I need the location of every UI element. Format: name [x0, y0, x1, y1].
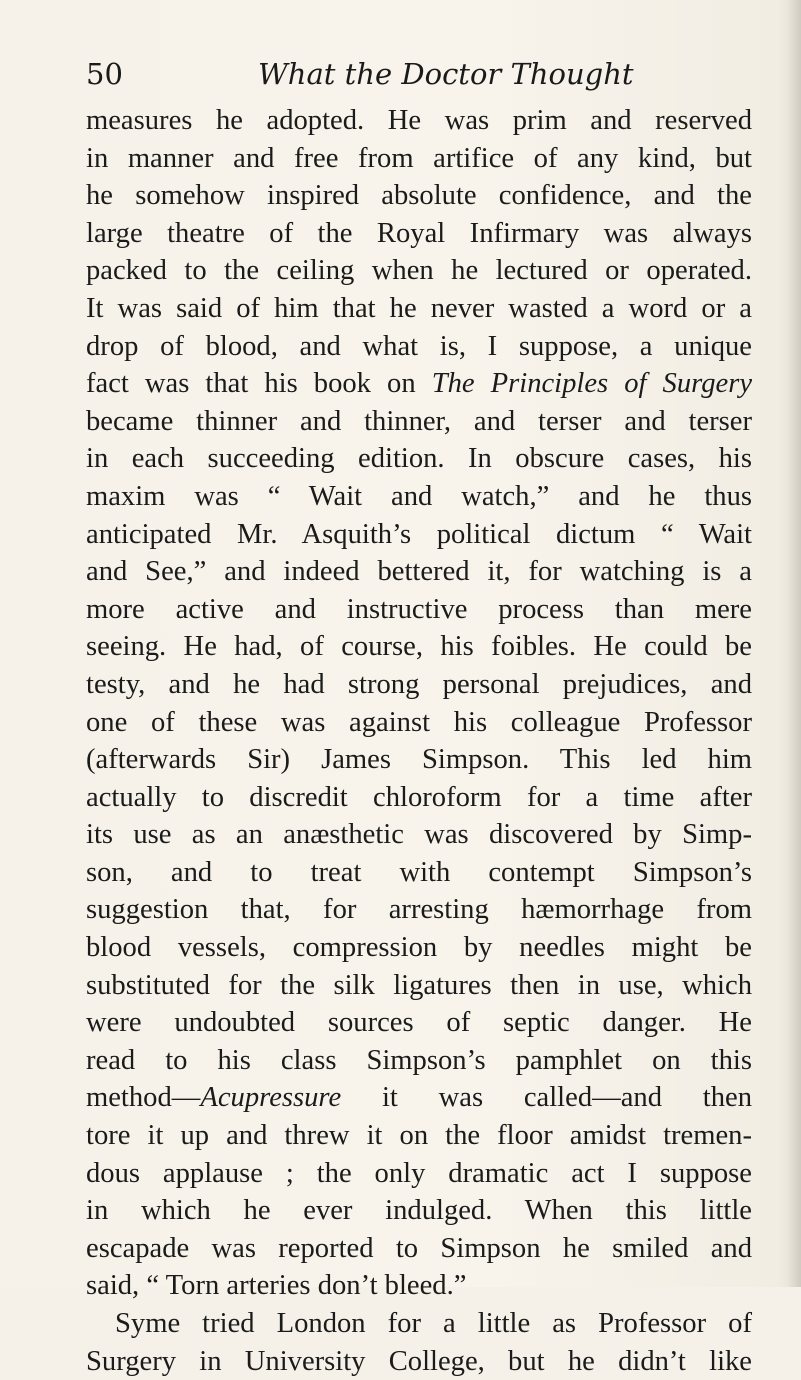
text-line: (afterwards Sir) James Simpson. This led him — [86, 744, 752, 776]
text-segment: method— — [86, 1082, 201, 1114]
text-line: in manner and free from artifice of any kind, but — [86, 142, 752, 174]
term-italic: Acupressure — [200, 1082, 342, 1114]
body-text — [86, 102, 752, 1380]
text-line: Surgery in University College, but he didn’t like — [86, 1345, 752, 1377]
text-line: became thinner and thinner, and terser and terser — [86, 405, 752, 437]
text-line — [86, 365, 752, 403]
text-line: measures he adopted. He was prim and reserved — [86, 105, 752, 136]
text-line: actually to discredit chloroform for a time after — [86, 781, 752, 813]
text-line: were undoubted sources of septic danger. He — [86, 1007, 752, 1039]
text-line: and See,” and indeed bettered it, for watching is a — [86, 556, 752, 588]
paragraph-start-line: Syme tried London for a little as Professor of — [115, 1308, 752, 1339]
text-line: maxim was “ Wait and watch,” and he thus — [86, 480, 752, 512]
book-title-italic: The Principles of Surgery — [431, 368, 753, 400]
text-line: suggestion that, for arresting hæmorrhage from — [86, 894, 752, 926]
text-line: tore it up and threw it on the floor amidst tremen- — [86, 1120, 752, 1152]
text-line: in each succeeding edition. In obscure cases, his — [86, 443, 752, 475]
text-line — [86, 1079, 752, 1117]
text-line: It was said of him that he never wasted a word or a — [86, 292, 752, 324]
text-line: escapade was reported to Simpson he smiled and — [86, 1232, 752, 1264]
text-line: large theatre of the Royal Infirmary was always — [86, 217, 752, 249]
text-line: testy, and he had strong personal prejudices, and — [86, 668, 752, 700]
page-edge-shadow — [787, 0, 801, 1287]
text-line: anticipated Mr. Asquith’s political dictum “ Wait — [86, 518, 752, 550]
page-number: 50 — [86, 57, 123, 91]
text-line: in which he ever indulged. When this little — [86, 1195, 752, 1227]
text-line: one of these was against his colleague Professor — [86, 706, 752, 738]
text-line: seeing. He had, of course, his foibles. He could be — [86, 631, 752, 663]
text-line: its use as an anæsthetic was discovered by Simp- — [86, 819, 752, 851]
text-line: dous applause ; the only dramatic act I suppose — [86, 1157, 752, 1189]
text-line: more active and instructive process than mere — [86, 593, 752, 625]
text-segment: fact was that his book on — [86, 368, 432, 400]
text-segment: it was called—and then — [341, 1082, 752, 1114]
text-line: he somehow inspired absolute confidence, and the — [86, 180, 752, 212]
paragraph-end-line: said, “ Torn arteries don’t bleed.” — [86, 1270, 467, 1302]
text-line: packed to the ceiling when he lectured or operated. — [86, 255, 752, 287]
running-head: What the Doctor Thought — [258, 57, 634, 91]
text-line: substituted for the silk ligatures then in use, which — [86, 969, 752, 1001]
text-line: blood vessels, compression by needles might be — [86, 932, 752, 964]
page-header — [86, 54, 736, 94]
text-line: read to his class Simpson’s pamphlet on this — [86, 1044, 752, 1076]
text-line: drop of blood, and what is, I suppose, a unique — [86, 330, 752, 362]
text-line: son, and to treat with contempt Simpson’s — [86, 856, 752, 888]
